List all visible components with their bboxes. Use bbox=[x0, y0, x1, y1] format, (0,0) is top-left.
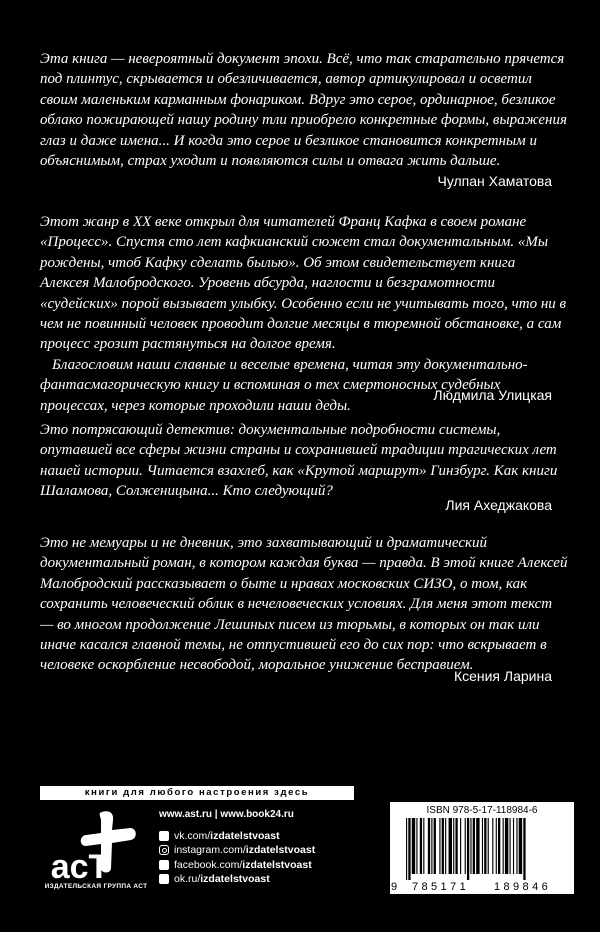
barcode-bar bbox=[431, 818, 432, 874]
barcode-digits-left: 785171 bbox=[412, 881, 470, 893]
quote-1 bbox=[40, 49, 568, 171]
barcode-bar bbox=[412, 818, 415, 874]
quote-1-author: Чулпан Хаматова bbox=[437, 173, 552, 189]
quote-2-author: Людмила Улицкая bbox=[433, 387, 552, 403]
barcode-bar bbox=[503, 818, 504, 874]
publisher-caption: ИЗДАТЕЛЬСКАЯ ГРУППА АСТ bbox=[44, 883, 148, 890]
barcode-bar bbox=[406, 818, 407, 880]
barcode-bar bbox=[439, 818, 440, 874]
barcode-bar bbox=[428, 818, 430, 874]
barcode-bar bbox=[460, 818, 461, 874]
isbn-barcode-block bbox=[390, 802, 574, 894]
barcode-bar bbox=[484, 818, 486, 874]
quote-1-text: Эта книга — невероятный документ эпохи. Всё, что так старательно прячется под плинтус, скрывается и обезличивается, автор артикулировал и осветил своим маленьким карманным фонариком. Вдруг это серое, ординарное, безликое облако пожирающей нашу родину тли приобрело конкретные формы, выражения глаз и даже имена... И когда это серое и безликое становится конкретным и объяснимым, страх уходит и появляются силы и отвага жить дальше. bbox=[40, 51, 567, 170]
quote-3-text: Это потрясающий детектив: документальные подробности системы, опутавшей все сферы жизни страны и сохранившей традиции трагических лет нашей истории. Читается взахлеб, как «Крутой маршрут» Гинзбург. Как книги Шаламова, Солженицына... Кто следующий? bbox=[40, 422, 558, 500]
quote-2 bbox=[40, 212, 568, 416]
barcode-bar bbox=[416, 818, 417, 874]
social-link-vk[interactable]: vk.com/izdatelstvoast bbox=[159, 829, 315, 843]
barcode-bar bbox=[449, 818, 452, 874]
quote-3 bbox=[40, 420, 568, 502]
quote-4 bbox=[40, 533, 568, 676]
barcode bbox=[398, 818, 566, 880]
barcode-bar bbox=[455, 818, 457, 874]
vk-icon bbox=[159, 831, 169, 841]
odnoklassniki-icon bbox=[159, 874, 169, 884]
barcode-bar bbox=[496, 818, 497, 874]
barcode-bar bbox=[476, 818, 479, 874]
social-link-ok[interactable]: ok.ru/izdatelstvoast bbox=[159, 872, 315, 886]
quote-3-author: Лия Ахеджакова bbox=[445, 497, 552, 513]
instagram-icon bbox=[159, 845, 169, 855]
barcode-bar bbox=[523, 818, 525, 880]
isbn-number: ISBN 978-5-17-118984-6 bbox=[426, 805, 538, 816]
barcode-bar bbox=[510, 818, 511, 874]
quote-4-text: Это не мемуары и не дневник, это захватывающий и драматический документальный роман, в котором каждая буква — правда. В этой книге Алексей Малобродский рассказывает о быте и нравах московских СИЗО, о том, как сохранить человеческий облик в нечеловеческих условиях. Для меня этот текст — во многом продолжение Лешиных писем из тюрьмы, в которых он так или иначе касался главной темы, не отпустившей его до сих пор: что вскрывает в человеке оскорбление несвободой, моральное унижение бесправием. bbox=[40, 535, 568, 674]
barcode-bar bbox=[453, 818, 454, 874]
barcode-bar bbox=[465, 818, 466, 874]
barcode-bar bbox=[423, 818, 424, 874]
barcode-bar bbox=[467, 818, 469, 880]
ast-logo-text: acT bbox=[50, 848, 110, 886]
barcode-bar bbox=[445, 818, 446, 874]
ast-logo bbox=[40, 808, 152, 894]
barcode-bar bbox=[473, 818, 475, 874]
quote-4-author: Ксения Ларина bbox=[453, 668, 552, 684]
social-link-instagram[interactable]: instagram.com/izdatelstvoast bbox=[159, 843, 315, 857]
slogan-banner: книги для любого настроения здесь bbox=[40, 786, 354, 800]
quote-2-text-2: Благословим наши славные и веселые времена, читая эту документально-фантасмагорическую книгу и вспоминая о тех смертоносных судебных процессах, через которые проходили наши деды. bbox=[40, 356, 528, 414]
barcode-bar bbox=[505, 818, 508, 874]
barcode-bar bbox=[442, 818, 444, 874]
barcode-bar bbox=[420, 818, 422, 874]
barcode-bar bbox=[488, 818, 489, 874]
social-link-facebook[interactable]: facebook.com/izdatelstvoast bbox=[159, 858, 315, 872]
barcode-bar bbox=[498, 818, 500, 874]
barcode-bar bbox=[516, 818, 517, 874]
quote-2-text: Этот жанр в XX веке открыл для читателей Франц Кафка в своем романе «Процесс». Спустя сто лет кафкианский сюжет стал документальным. «Мы рождены, чтоб Кафку сделать былью». Об этом свидетельствует книга Алексея Малобродского. Уровень абсурда, наглости и безграмотности «судейских» порой вызывает улыбку. Особенно если не учитывать того, что ни в чем не повинный человек проводит долгие месяцы в тюремной обстановке, а сам процесс грозит растянуться на долгое время. bbox=[40, 214, 567, 353]
barcode-bar bbox=[408, 818, 410, 880]
barcode-bar bbox=[434, 818, 436, 874]
barcode-bar bbox=[470, 818, 471, 874]
social-links bbox=[159, 829, 315, 886]
barcode-bar bbox=[492, 818, 493, 874]
barcode-bar bbox=[482, 818, 483, 874]
barcode-digit-prefix: 9 bbox=[391, 881, 398, 893]
facebook-icon bbox=[159, 860, 169, 870]
barcode-digits-right: 189846 bbox=[494, 881, 552, 893]
websites[interactable]: www.ast.ru | www.book24.ru bbox=[159, 809, 294, 820]
barcode-bar bbox=[513, 818, 514, 874]
barcode-bar bbox=[519, 818, 522, 874]
